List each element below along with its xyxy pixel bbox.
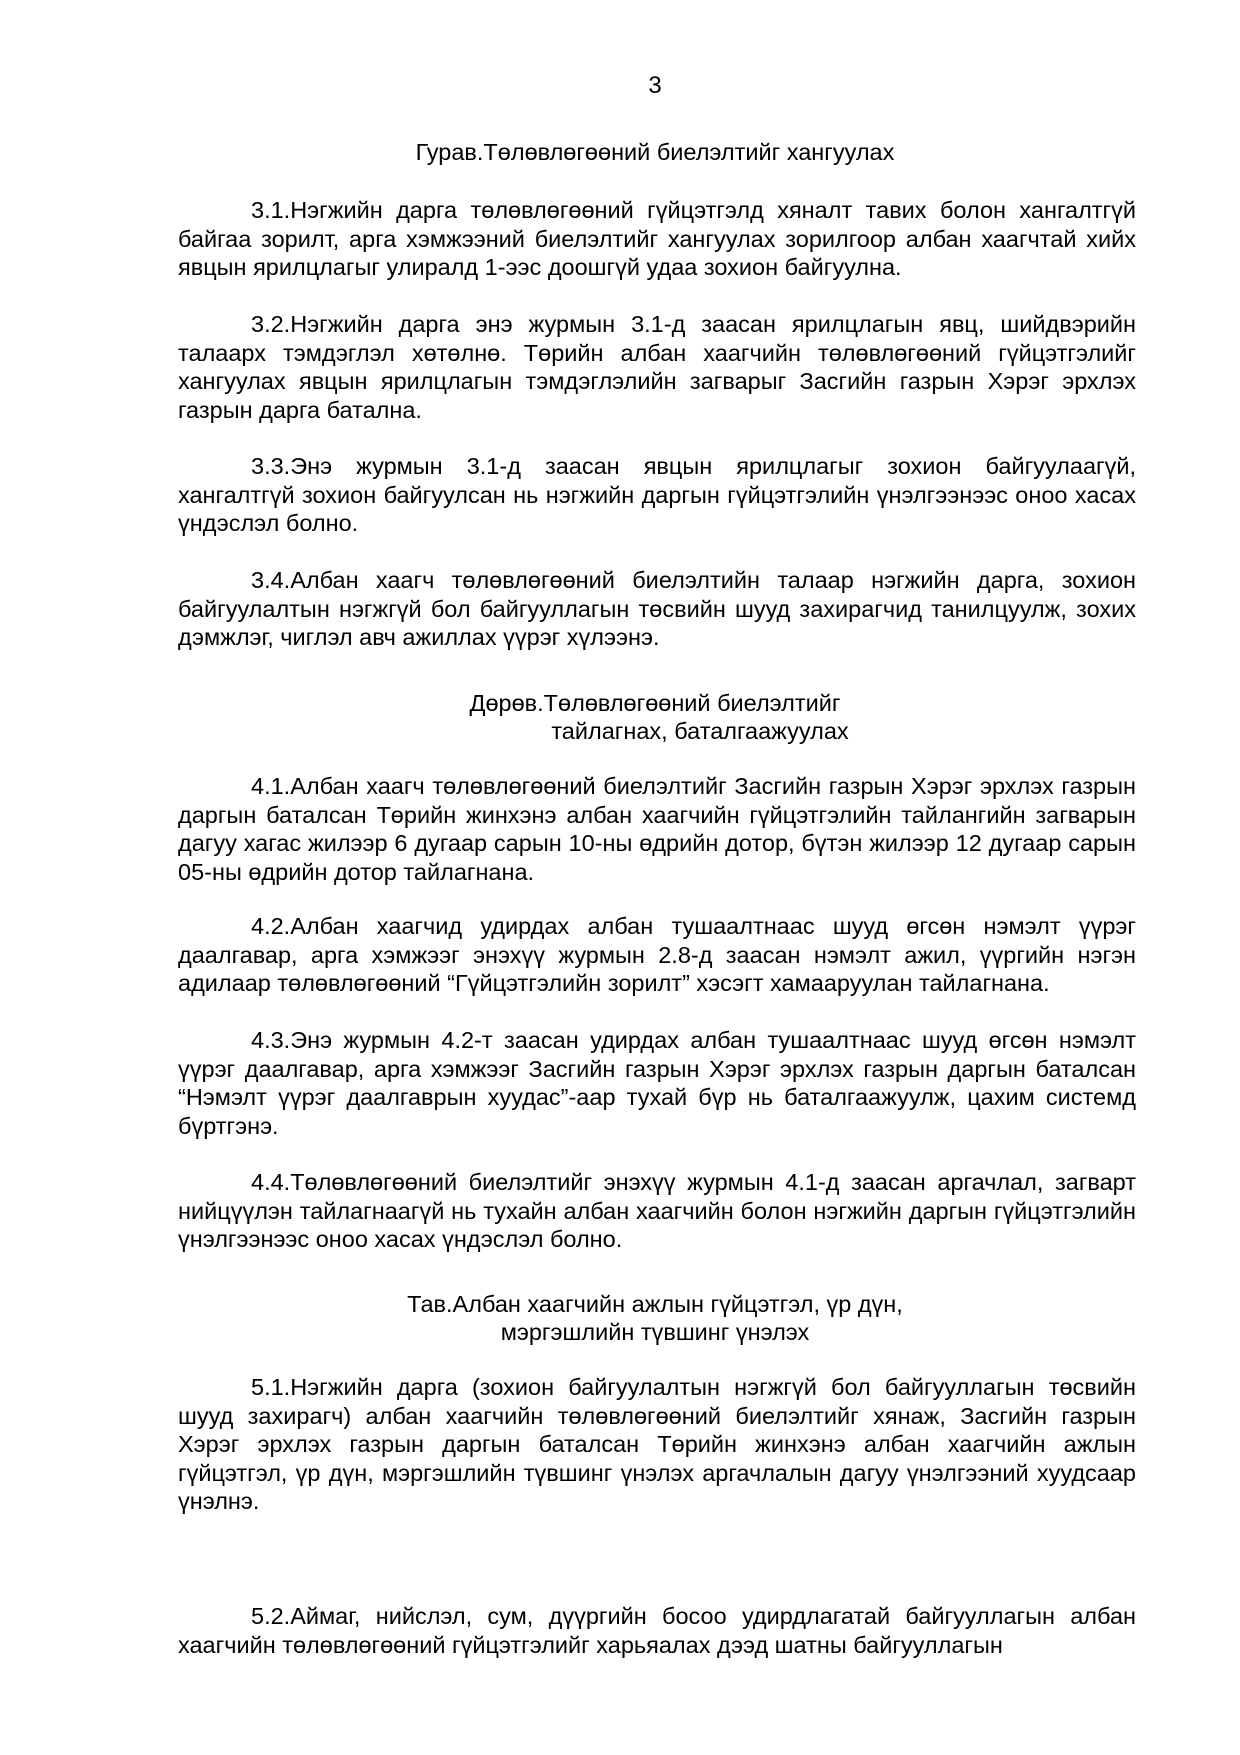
section-three-heading: [0, 138, 1240, 166]
paragraph-4-2: 4.2.Албан хаагчид удирдах албан тушаалтнаас шууд өгсөн нэмэлт үүрэг даалгавар, арга хэмжээг энэхүү журмын 2.8-д заасан нэмэлт ажил, үүргийн нэгэн адилаар төлөвлөгөөний “Гүйцэтгэлийн зорилт” хэсэгт хамааруулан тайлагнана.: [178, 913, 1136, 996]
section-five-heading: [0, 1290, 1240, 1346]
page-number: 3: [648, 72, 662, 99]
section-heading-line: Дөрөв.Төлөвлөгөөний биелэлтийг: [469, 690, 841, 716]
paragraph-3-1: 3.1.Нэгжийн дарга төлөвлөгөөний гүйцэтгэлд хяналт тавих болон хангалтгүй байгаа зорилт, арга хэмжээний биелэлтийг хангуулах зорилгоор албан хаагчтай хийх явцын ярилцлагыг улиралд 1-ээс доошгүй удаа зохион байгуулна.: [178, 197, 1136, 280]
paragraph-3-4: 3.4.Албан хаагч төлөвлөгөөний биелэлтийн талаар нэгжийн дарга, зохион байгуулалтын нэгжгүй бол байгууллагын төсвийн шууд захирагчид танилцуулж, зохих дэмжлэг, чиглэл авч ажиллах үүрэг хүлээнэ.: [178, 567, 1136, 650]
paragraph-3-2: 3.2.Нэгжийн дарга энэ журмын 3.1-д заасан ярилцлагын явц, шийдвэрийн талаарх тэмдэглэл хөтөлнө. Төрийн албан хаагчийн төлөвлөгөөний гүйцэтгэлийг хангуулах явцын ярилцлагын тэмдэглэлийн загварыг Засгийн газрын Хэрэг эрхлэх газрын дарга батална.: [178, 311, 1136, 423]
paragraph-4-4: 4.4.Төлөвлөгөөний биелэлтийг энэхүү журмын 4.1-д заасан аргачлал, загварт нийцүүлэн тайлагнаагүй нь тухайн албан хаагчийн болон нэгжийн даргын гүйцэтгэлийн үнэлгээнээс оноо хасах үндэслэл болно.: [178, 1169, 1136, 1252]
section-heading-line: тайлагнах, баталгаажуулах: [551, 718, 849, 744]
paragraph-4-1: 4.1.Албан хаагч төлөвлөгөөний биелэлтийг Засгийн газрын Хэрэг эрхлэх газрын даргын баталсан Төрийн жинхэнэ албан хаагчийн гүйцэтгэлийн тайлангийн загварын дагуу хагас жилээр 6 дугаар сарын 10-ны өдрийн дотор, бүтэн жилээр 12 дугаар сарын 05-ны өдрийн дотор тайлагнана.: [178, 773, 1136, 885]
paragraph-5-2: 5.2.Аймаг, нийслэл, сум, дүүргийн босоо удирдлагатай байгууллагын албан хаагчийн төлөвлөгөөний гүйцэтгэлийг харьяалах дээд шатны байгууллагын: [178, 1603, 1136, 1658]
section-four-heading: [0, 689, 1240, 745]
section-heading-line: мэргэшлийн түвшинг үнэлэх: [500, 1319, 810, 1345]
section-heading-line: Тав.Албан хаагчийн ажлын гүйцэтгэл, үр дүн,: [407, 1291, 903, 1317]
paragraph-5-1: 5.1.Нэгжийн дарга (зохион байгуулалтын нэгжгүй бол байгууллагын төсвийн шууд захирагч) албан хаагчийн төлөвлөгөөний биелэлтийг хянаж, Засгийн газрын Хэрэг эрхлэх газрын даргын баталсан Төрийн жинхэнэ албан хаагчийн ажлын гүйцэтгэл, үр дүн, мэргэшлийн түвшинг үнэлэх аргачлалын дагуу үнэлгээний хуудсаар үнэлнэ.: [178, 1374, 1136, 1514]
paragraph-3-3: 3.3.Энэ журмын 3.1-д заасан явцын ярилцлагыг зохион байгуулаагүй, хангалтгүй зохион байгуулсан нь нэгжийн даргын гүйцэтгэлийн үнэлгээнээс оноо хасах үндэслэл болно.: [178, 453, 1136, 536]
section-heading-line: Гурав.Төлөвлөгөөний биелэлтийг хангуулах: [415, 139, 895, 165]
paragraph-4-3: 4.3.Энэ журмын 4.2-т заасан удирдах албан тушаалтнаас шууд өгсөн нэмэлт үүрэг даалгавар, арга хэмжээг Засгийн газрын Хэрэг эрхлэх газрын даргын баталсан “Нэмэлт үүрэг даалгаврын хуудас”-аар тухай бүр нь баталгаажуулж, цахим системд бүртгэнэ.: [178, 1027, 1136, 1139]
